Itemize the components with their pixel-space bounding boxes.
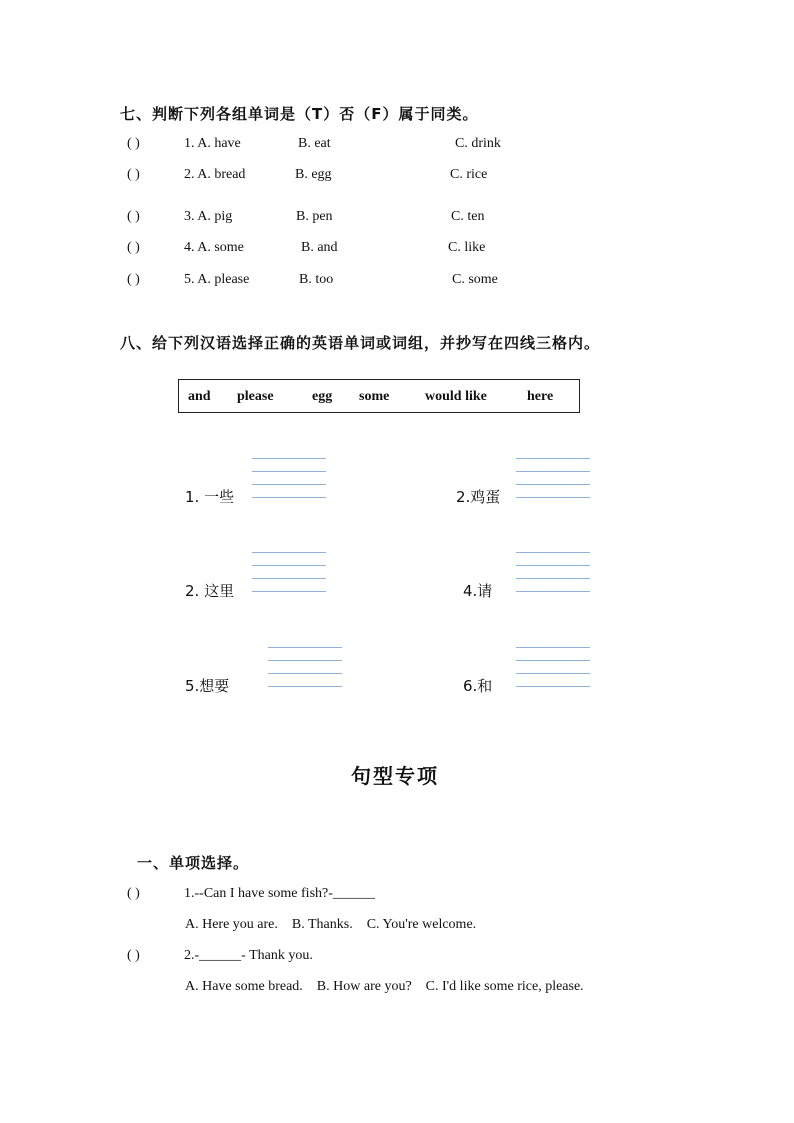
item-label: 6.和 [463,677,493,695]
option-c: C. some [452,272,498,287]
option-a: 1. A. have [184,136,241,151]
option-a: 4. A. some [184,240,244,255]
word-bank-item: some [359,389,390,404]
section8-title: 八、给下列汉语选择正确的英语单词或词组，并抄写在四线三格内。 [120,334,601,352]
answer-paren[interactable]: ( ) [127,240,140,255]
word-bank-item: egg [312,389,333,404]
option-a: 2. A. bread [184,167,246,182]
option-b: B. eat [298,136,331,151]
word-bank-item: would like [425,389,487,404]
option-b: B. pen [296,209,333,224]
option-b: B. too [299,272,334,287]
option-b: B. egg [295,167,332,182]
four-line-grid[interactable] [252,552,326,596]
question-options: A. Have some bread. B. How are you? C. I'd like some rice, please. [185,979,584,994]
word-bank-item: and [188,389,211,404]
four-line-grid[interactable] [252,458,326,502]
item-label: 1. 一些 [185,488,235,506]
option-c: C. rice [450,167,488,182]
question-stem: 2.-______- Thank you. [184,948,313,963]
word-bank [178,379,580,413]
answer-paren[interactable]: ( ) [127,209,140,224]
item-label: 2.鸡蛋 [456,488,501,506]
answer-paren[interactable]: ( ) [127,948,140,963]
word-bank-item: please [237,389,274,404]
answer-paren[interactable]: ( ) [127,136,140,151]
item-label: 5.想要 [185,677,230,695]
page-title: 句型专项 [351,764,439,788]
four-line-grid[interactable] [516,552,590,596]
word-bank-item: here [527,389,554,404]
section7-title: 七、判断下列各组单词是（T）否（F）属于同类。 [120,105,479,123]
answer-paren[interactable]: ( ) [127,886,140,901]
answer-paren[interactable]: ( ) [127,167,140,182]
four-line-grid[interactable] [268,647,342,691]
option-b: B. and [301,240,338,255]
question-stem: 1.--Can I have some fish?-______ [184,886,375,901]
four-line-grid[interactable] [516,458,590,502]
part1-title: 一、单项选择。 [137,854,250,872]
option-a: 5. A. please [184,272,250,287]
option-c: C. ten [451,209,485,224]
answer-paren[interactable]: ( ) [127,272,140,287]
item-label: 4.请 [463,582,493,600]
option-a: 3. A. pig [184,209,233,224]
option-c: C. drink [455,136,501,151]
four-line-grid[interactable] [516,647,590,691]
question-options: A. Here you are. B. Thanks. C. You're welcome. [185,917,477,932]
item-label: 2. 这里 [185,582,235,600]
option-c: C. like [448,240,486,255]
